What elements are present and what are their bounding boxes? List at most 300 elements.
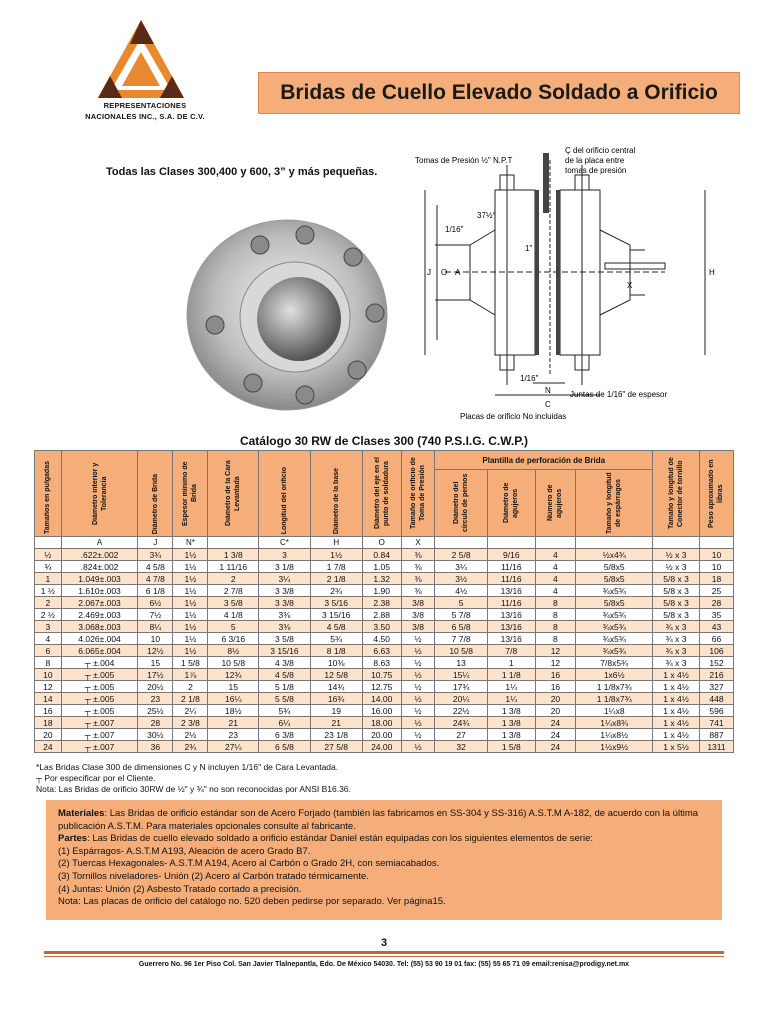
table-cell: 1 x 4½ — [653, 705, 700, 717]
table-cell: 5 1/8 — [259, 681, 311, 693]
table-letter-row — [35, 537, 734, 549]
table-cell: 18.00 — [362, 717, 401, 729]
table-cell: 24 — [35, 741, 62, 753]
table-cell: 3 — [35, 621, 62, 633]
table-cell: 28 — [138, 717, 173, 729]
table-cell: 13/16 — [487, 633, 535, 645]
table-cell: 3 15/16 — [310, 609, 362, 621]
table-cell: 3/8 — [401, 621, 434, 633]
table-cell: 4.026±.004 — [61, 633, 138, 645]
table-cell: 25½ — [138, 705, 173, 717]
table-cell: 24.00 — [362, 741, 401, 753]
table-cell: 0.84 — [362, 549, 401, 561]
table-cell: 1¼ — [487, 693, 535, 705]
table-cell: 16 — [535, 681, 576, 693]
flange-photo — [175, 215, 390, 415]
table-cell: 12.75 — [362, 681, 401, 693]
table-cell: 11/16 — [487, 561, 535, 573]
table-cell: .622±.002 — [61, 549, 138, 561]
letter-cell — [699, 537, 733, 549]
table-cell: 3 3/8 — [259, 585, 311, 597]
table-cell: 30½ — [138, 729, 173, 741]
table-cell: 1 5/8 — [487, 741, 535, 753]
table-row — [35, 549, 734, 561]
table-cell: 2.469±.003 — [61, 609, 138, 621]
label-gap-bottom: 1/16" — [520, 374, 539, 383]
col-header: Diámetro interior y Tolerancia — [61, 451, 138, 537]
table-cell: 24¾ — [435, 717, 488, 729]
table-cell: ½ — [401, 705, 434, 717]
table-cell: 35 — [699, 609, 733, 621]
col-header: Longitud del orificio — [259, 451, 311, 537]
table-cell: 1 x 4½ — [653, 717, 700, 729]
table-cell: 25 — [699, 585, 733, 597]
label-center-line-3: tomas de presión — [565, 166, 627, 175]
table-cell: 1x6½ — [576, 669, 653, 681]
table-cell: 4 — [535, 561, 576, 573]
table-cell: 3 1/8 — [259, 561, 311, 573]
label-dim-N: N — [545, 386, 551, 395]
page-number: 3 — [380, 937, 388, 949]
label-center-line-2: de la placa entre — [565, 156, 625, 165]
table-cell: ⅜ — [401, 549, 434, 561]
col-header: Número de agujeros — [535, 470, 576, 537]
table-cell: 2 ½ — [35, 609, 62, 621]
letter-cell — [576, 537, 653, 549]
table-cell: 12 — [535, 657, 576, 669]
table-cell: ¾ x 3 — [653, 621, 700, 633]
table-cell: 1½ — [173, 549, 208, 561]
table-cell: ½ — [401, 693, 434, 705]
table-cell: ┬ ±.004 — [61, 657, 138, 669]
table-cell: 10 — [35, 669, 62, 681]
table-cell: 8 — [35, 657, 62, 669]
table-cell: 1½ — [173, 597, 208, 609]
table-cell: 10 — [699, 561, 733, 573]
table-cell: 4.50 — [362, 633, 401, 645]
col-header: Tamaño de orificio de Toma de Presión — [401, 451, 434, 537]
table-cell: 16¼ — [208, 693, 259, 705]
table-cell: 106 — [699, 645, 733, 657]
table-row — [35, 645, 734, 657]
table-cell: 6.065±.004 — [61, 645, 138, 657]
table-cell: ½ — [35, 549, 62, 561]
table-cell: ¾ — [35, 561, 62, 573]
table-cell: 1¼ — [487, 681, 535, 693]
table-cell: 4 5/8 — [138, 561, 173, 573]
table-cell: 1.049±.003 — [61, 573, 138, 585]
parts-item: (2) Tuercas Hexagonales- A.S.T.M A194, Acero al Carbón o Grado 2H, con semiacabados. — [58, 858, 440, 870]
table-row — [35, 573, 734, 585]
table-cell: 2 1/8 — [310, 573, 362, 585]
table-cell: 1311 — [699, 741, 733, 753]
table-body — [35, 537, 734, 753]
table-cell: 1½ — [310, 549, 362, 561]
table-cell: 20 — [535, 693, 576, 705]
table-row — [35, 681, 734, 693]
col-header: Diámetro del eje en el punto de soldadura — [362, 451, 401, 537]
table-row — [35, 621, 734, 633]
table-cell: 4 5/8 — [310, 621, 362, 633]
table-cell: 5/8 x 3 — [653, 585, 700, 597]
table-cell: 1½x9½ — [576, 741, 653, 753]
company-name — [70, 100, 220, 122]
label-orifice-plates: Placas de orificio No incluidas — [460, 412, 567, 421]
table-cell: 5 7/8 — [435, 609, 488, 621]
table-row — [35, 597, 734, 609]
flange-cross-section-drawing — [415, 145, 725, 425]
table-cell: ⅜ — [401, 585, 434, 597]
table-cell: 27 5/8 — [310, 741, 362, 753]
table-cell: 3 5/8 — [208, 597, 259, 609]
label-gaskets: Juntas de 1/16" de espesor — [570, 390, 668, 399]
table-cell: ¾ x 3 — [653, 645, 700, 657]
table-cell: 1½ — [173, 561, 208, 573]
table-cell: 3/8 — [401, 609, 434, 621]
table-cell: 1¼x8¾ — [576, 717, 653, 729]
letter-cell: N* — [173, 537, 208, 549]
table-cell: 2 — [208, 573, 259, 585]
table-cell: 1 x 4½ — [653, 729, 700, 741]
group-header: Plantilla de perforación de Brida — [435, 451, 653, 470]
note-line: *Las Bridas Clase 300 de dimensiones C y N incluyen 1/16" de Cara Levantada. — [36, 762, 339, 772]
table-cell: ⅜ — [401, 573, 434, 585]
label-dim-O: O — [441, 268, 448, 277]
title-bar — [258, 72, 740, 114]
table-cell: 1 ½ — [35, 585, 62, 597]
parts-label: Partes — [58, 833, 88, 845]
table-cell: 1 x 4½ — [653, 681, 700, 693]
table-cell: 8 — [535, 597, 576, 609]
catalog-title: Catálogo 30 RW de Clases 300 (740 P.S.I.G. C.W.P.) — [239, 434, 529, 448]
table-cell: 5¾ — [310, 633, 362, 645]
letter-cell — [208, 537, 259, 549]
table-cell: 11/16 — [487, 573, 535, 585]
col-header: Diámetro de la Cara Levantada — [208, 451, 259, 537]
table-cell: 2¼ — [173, 705, 208, 717]
table-cell: 596 — [699, 705, 733, 717]
table-cell: 13 — [435, 657, 488, 669]
table-cell: 4 — [35, 633, 62, 645]
table-cell: 2¾ — [173, 741, 208, 753]
table-cell: 12 5/8 — [310, 669, 362, 681]
label-dim-J: J — [427, 268, 431, 277]
table-row — [35, 657, 734, 669]
label-dim-C: C — [545, 400, 551, 409]
table-cell: 13/16 — [487, 585, 535, 597]
table-row — [35, 609, 734, 621]
table-cell: 2¾ — [310, 585, 362, 597]
table-cell: 6 1/8 — [138, 585, 173, 597]
materials-paragraph — [58, 808, 710, 833]
col-header: Tamaños en pulgadas — [35, 451, 62, 537]
letter-cell: H — [310, 537, 362, 549]
table-cell: 12 — [535, 645, 576, 657]
table-cell: 2½ — [173, 729, 208, 741]
table-cell: 6 — [35, 645, 62, 657]
table-cell: 8 1/8 — [310, 645, 362, 657]
table-cell: ┬ ±.005 — [61, 693, 138, 705]
table-row — [35, 741, 734, 753]
letter-cell: C* — [259, 537, 311, 549]
table-cell: ½x4¾ — [576, 549, 653, 561]
table-cell: 8 — [535, 633, 576, 645]
table-cell: 5/8x5 — [576, 597, 653, 609]
table-cell: 13/16 — [487, 621, 535, 633]
footer-contact: Guerrero No. 96 1er Piso Col. San Javier Tlalnepantla, Edo. De México 54030. Tel: (55) 53 90 19 01 fax: (55) 55 65 71 09 email:renisa@prodigy.net.mx — [138, 961, 630, 968]
parts-item: (1) Espárragos- A.S.T.M A193, Aleación de acero Grado B7. — [58, 845, 311, 857]
col-header: Tamaño y longitud de Conector de tornillo — [653, 451, 700, 537]
table-cell: 10 — [699, 549, 733, 561]
table-cell: 23 1/8 — [310, 729, 362, 741]
table-cell: ½ — [401, 633, 434, 645]
table-cell: 15¼ — [435, 669, 488, 681]
table-cell: 16.00 — [362, 705, 401, 717]
table-cell: 8.63 — [362, 657, 401, 669]
table-cell: 20 — [35, 729, 62, 741]
col-header: Diámetro del círculo de pernos — [435, 470, 488, 537]
col-header: Peso aproximado en libras — [699, 451, 733, 537]
label-pressure-taps: Tomas de Presión ½" N.P.T — [415, 156, 513, 165]
letter-cell: O — [362, 537, 401, 549]
table-cell: 18½ — [208, 705, 259, 717]
table-cell: 6 5/8 — [259, 741, 311, 753]
table-cell: 1¼x8½ — [576, 729, 653, 741]
table-cell: 5 5/8 — [259, 693, 311, 705]
table-cell: 741 — [699, 717, 733, 729]
table-cell: 6 3/16 — [208, 633, 259, 645]
table-cell: 4 3/8 — [259, 657, 311, 669]
table-cell: 1½ — [173, 609, 208, 621]
table-cell: 1 x 4½ — [653, 669, 700, 681]
table-cell: 19 — [310, 705, 362, 717]
table-cell: ½ x 3 — [653, 549, 700, 561]
note-line: Nota: Las Bridas de orificio 30RW de ½" y ¾" no son reconocidas por ANSI B16.36. — [36, 784, 351, 794]
company-line-2: NACIONALES INC., S.A. DE C.V. — [85, 112, 205, 121]
table-cell: 17½ — [138, 669, 173, 681]
table-cell: 3/8 — [401, 597, 434, 609]
table-cell: ¾x5¾ — [576, 633, 653, 645]
table-cell: ┬ ±.005 — [61, 705, 138, 717]
flange-dimensions-table — [34, 450, 734, 753]
table-cell: ┬ ±.007 — [61, 729, 138, 741]
footer-rule — [44, 951, 724, 954]
table-cell: 1.32 — [362, 573, 401, 585]
table-cell: 2 7/8 — [208, 585, 259, 597]
table-cell: 36 — [138, 741, 173, 753]
table-cell: 6 3/8 — [259, 729, 311, 741]
parts-item: (4) Juntas: Unión (2) Asbesto Tratado cortado a precisión. — [58, 883, 302, 895]
table-cell: 4 — [535, 549, 576, 561]
table-cell: 5 — [208, 621, 259, 633]
table-cell: 1 1/8 — [487, 669, 535, 681]
letter-cell: J — [138, 537, 173, 549]
parts-item: (3) Tornillos niveladores- Unión (2) Acero al Carbón tratado térmicamente. — [58, 870, 369, 882]
table-cell: 4 — [535, 585, 576, 597]
label-dim-1in: 1" — [525, 244, 533, 253]
table-cell: ¾x5¾ — [576, 621, 653, 633]
table-cell: 1 3/8 — [487, 717, 535, 729]
table-cell: ¾x5¾ — [576, 645, 653, 657]
table-cell: 4 — [535, 573, 576, 585]
table-cell: ½ — [401, 729, 434, 741]
table-cell: 216 — [699, 669, 733, 681]
table-cell: 17¾ — [435, 681, 488, 693]
table-cell: 10 — [138, 633, 173, 645]
table-row — [35, 729, 734, 741]
company-logo — [96, 18, 186, 100]
table-cell: 1½ — [173, 585, 208, 597]
table-cell: 6½ — [138, 597, 173, 609]
letter-cell: A — [61, 537, 138, 549]
table-cell: 152 — [699, 657, 733, 669]
table-cell: 1 3/8 — [487, 729, 535, 741]
table-cell: 5/8x5 — [576, 573, 653, 585]
table-cell: 1 x 4½ — [653, 693, 700, 705]
table-cell: 14 — [35, 693, 62, 705]
table-cell: 7/8 — [487, 645, 535, 657]
table-cell: 1 3/8 — [487, 705, 535, 717]
table-cell: 10.75 — [362, 669, 401, 681]
table-cell: 5 — [435, 597, 488, 609]
subtitle: Todas las Clases 300,400 y 600, 3” y más pequeñas. — [106, 166, 378, 178]
materials-label: Materiales — [58, 808, 105, 819]
table-row — [35, 585, 734, 597]
table-cell: 7½ — [138, 609, 173, 621]
table-cell: 5/8x5 — [576, 561, 653, 573]
table-cell: 4 5/8 — [259, 669, 311, 681]
table-cell: 27 — [435, 729, 488, 741]
col-header: Diámetro de agujeros — [487, 470, 535, 537]
table-row — [35, 717, 734, 729]
table-cell: 1.90 — [362, 585, 401, 597]
table-cell: 1 3/8 — [208, 549, 259, 561]
table-cell: 20½ — [138, 681, 173, 693]
table-row — [35, 669, 734, 681]
table-cell: 23 — [208, 729, 259, 741]
table-cell: 16 — [35, 705, 62, 717]
table-cell: 3¾ — [138, 549, 173, 561]
table-cell: ½ — [401, 681, 434, 693]
table-cell: ¾x5¾ — [576, 585, 653, 597]
table-cell: .824±.002 — [61, 561, 138, 573]
table-cell: 16¾ — [310, 693, 362, 705]
table-cell: 7 7/8 — [435, 633, 488, 645]
table-row — [35, 633, 734, 645]
table-cell: ¾x5¾ — [576, 609, 653, 621]
table-cell: 1⅞ — [173, 669, 208, 681]
table-cell: 3.068±.003 — [61, 621, 138, 633]
table-cell: 21 — [208, 717, 259, 729]
label-dim-A: A — [455, 268, 461, 277]
table-cell: 5/8 x 3 — [653, 609, 700, 621]
table-cell: 14.00 — [362, 693, 401, 705]
table-cell: ½ — [401, 645, 434, 657]
table-cell: 3¼ — [435, 561, 488, 573]
table-cell: ½ — [401, 669, 434, 681]
col-header: Diámetro de la base — [310, 451, 362, 537]
table-cell: 2 5/8 — [435, 549, 488, 561]
table-cell: 1½ — [173, 621, 208, 633]
footer-rule — [44, 956, 724, 957]
table-cell: 1 11/16 — [208, 561, 259, 573]
table-cell: 2.067±.003 — [61, 597, 138, 609]
table-cell: 8½ — [208, 645, 259, 657]
table-cell: 1¼x8 — [576, 705, 653, 717]
label-dim-H: H — [709, 268, 715, 277]
table-cell: 28 — [699, 597, 733, 609]
table-cell: 4½ — [435, 585, 488, 597]
materials-box — [46, 800, 722, 920]
table-cell: 1.05 — [362, 561, 401, 573]
parts-text: : Las Bridas de cuello elevado soldado a orificio estándar Daniel están equipadas con los siguientes elementos de serie: — [87, 833, 593, 845]
table-cell: 15 — [208, 681, 259, 693]
table-cell: 43 — [699, 621, 733, 633]
table-cell: 24 — [535, 729, 576, 741]
table-row — [35, 561, 734, 573]
table-cell: 18 — [35, 717, 62, 729]
table-cell: 1½ — [173, 573, 208, 585]
table-cell: ┬ ±.007 — [61, 741, 138, 753]
col-header: Diámetro de Brida — [138, 451, 173, 537]
table-cell: ¾ x 3 — [653, 633, 700, 645]
table-cell: ½ x 3 — [653, 561, 700, 573]
table-cell: 3¼ — [259, 573, 311, 585]
table-cell: 8 — [535, 621, 576, 633]
table-cell: 5/8 x 3 — [653, 597, 700, 609]
table-cell: 3⅜ — [259, 621, 311, 633]
table-cell: ┬ ±.005 — [61, 681, 138, 693]
table-cell: ⅜ — [401, 561, 434, 573]
table-cell: 2 — [173, 681, 208, 693]
table-cell: 3 15/16 — [259, 645, 311, 657]
table-cell: 448 — [699, 693, 733, 705]
page-title: Bridas de Cuello Elevado Soldado a Orificio — [280, 81, 718, 104]
table-cell: 32 — [435, 741, 488, 753]
table-cell: 14¾ — [310, 681, 362, 693]
table-cell: 7/8x5¾ — [576, 657, 653, 669]
table-cell: 5¾ — [259, 705, 311, 717]
table-cell: 2.38 — [362, 597, 401, 609]
letter-cell — [435, 537, 488, 549]
table-cell: 3 5/8 — [259, 633, 311, 645]
table-cell: 1½ — [173, 633, 208, 645]
label-gap-top: 1/16" — [445, 225, 464, 234]
table-cell: 4 7/8 — [138, 573, 173, 585]
table-cell: 5/8 x 3 — [653, 573, 700, 585]
table-cell: 13/16 — [487, 609, 535, 621]
table-cell: ¾ x 3 — [653, 657, 700, 669]
col-header: Espesor mínimo de Brida — [173, 451, 208, 537]
table-cell: 1 — [487, 657, 535, 669]
label-angle: 37½° — [477, 211, 496, 220]
table-cell: 24 — [535, 717, 576, 729]
table-cell: 3⅜ — [259, 609, 311, 621]
table-row — [35, 693, 734, 705]
table-cell: 11/16 — [487, 597, 535, 609]
table-cell: 4 1/8 — [208, 609, 259, 621]
table-header-row — [35, 451, 734, 470]
table-cell: 16 — [535, 669, 576, 681]
table-cell: 8 — [535, 609, 576, 621]
table-cell: 8¼ — [138, 621, 173, 633]
table-cell: ┬ ±.005 — [61, 669, 138, 681]
table-cell: ½ — [401, 717, 434, 729]
table-cell: 1 — [35, 573, 62, 585]
table-cell: 10 5/8 — [435, 645, 488, 657]
table-cell: 20 — [535, 705, 576, 717]
table-cell: 10⅜ — [310, 657, 362, 669]
